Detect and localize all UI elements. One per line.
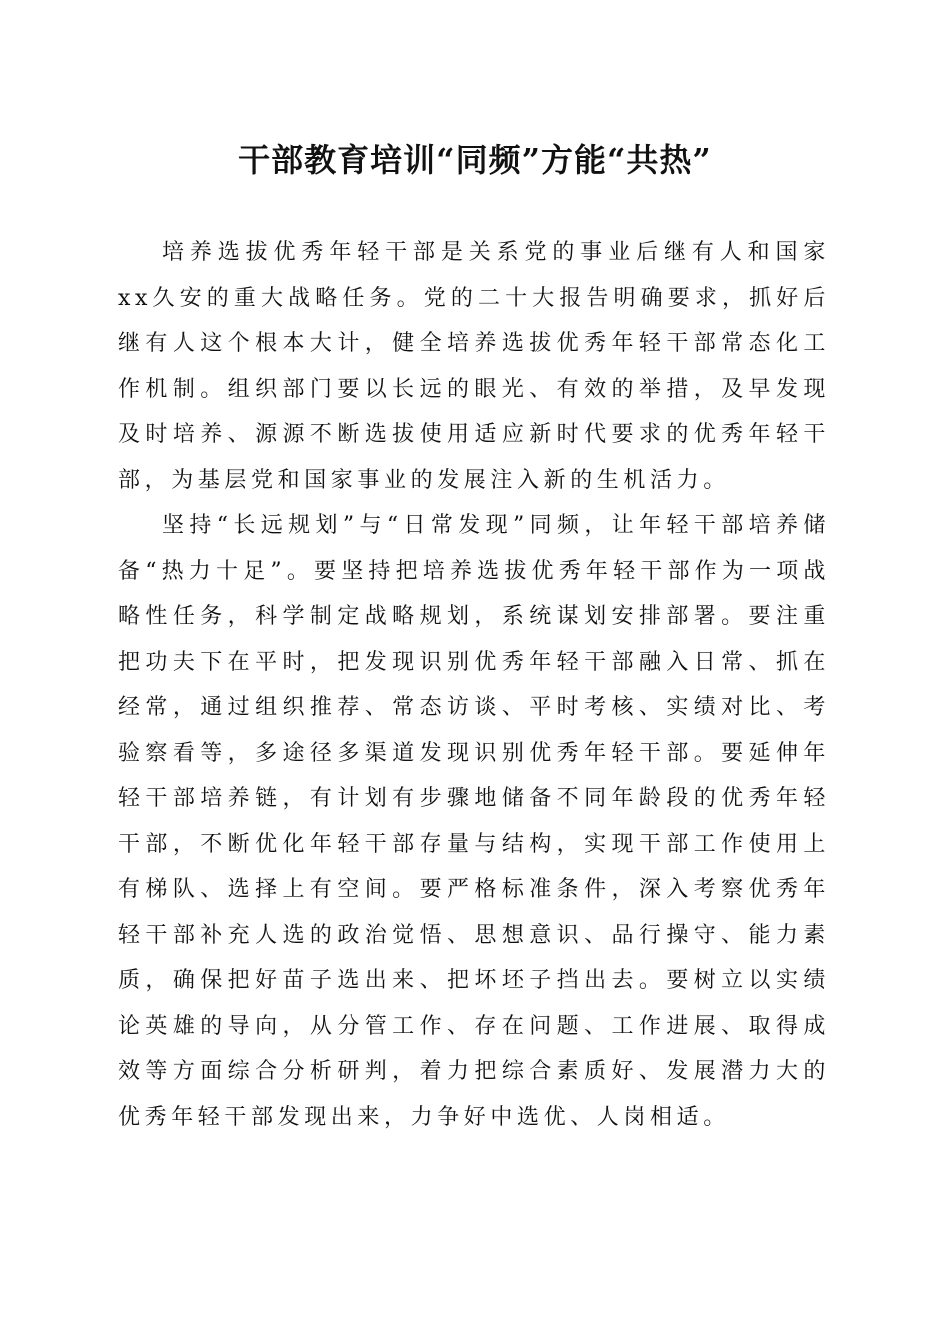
document-body [118, 230, 830, 1140]
paragraph-2: 坚持“长远规划”与“日常发现”同频，让年轻干部培养储备“热力十足”。要坚持把培养选拔优秀年轻干部作为一项战略性任务，科学制定战略规划，系统谋划安排部署。要注重把功夫下在平时，把发现识别优秀年轻干部融入日常、抓在经常，通过组织推荐、常态访谈、平时考核、实绩对比、考验察看等，多途径多渠道发现识别优秀年轻干部。要延伸年轻干部培养链，有计划有步骤地储备不同年龄段的优秀年轻干部，不断优化年轻干部存量与结构，实现干部工作使用上有梯队、选择上有空间。要严格标准条件，深入考察优秀年轻干部补充人选的政治觉悟、思想意识、品行操守、能力素质，确保把好苗子选出来、把坏坯子挡出去。要树立以实绩论英雄的导向，从分管工作、存在问题、工作进展、取得成效等方面综合分析研判，着力把综合素质好、发展潜力大的优秀年轻干部发现出来，力争好中选优、人岗相适。 [118, 513, 830, 1130]
document-title: 干部教育培训“同频”方能“共热” [238, 141, 712, 179]
paragraph-1: 培养选拔优秀年轻干部是关系党的事业后继有人和国家xx久安的重大战略任务。党的二十大报告明确要求，抓好后继有人这个根本大计，健全培养选拔优秀年轻干部常态化工作机制。组织部门要以长远的眼光、有效的举措，及早发现及时培养、源源不断选拔使用适应新时代要求的优秀年轻干部，为基层党和国家事业的发展注入新的生机活力。 [118, 240, 830, 493]
